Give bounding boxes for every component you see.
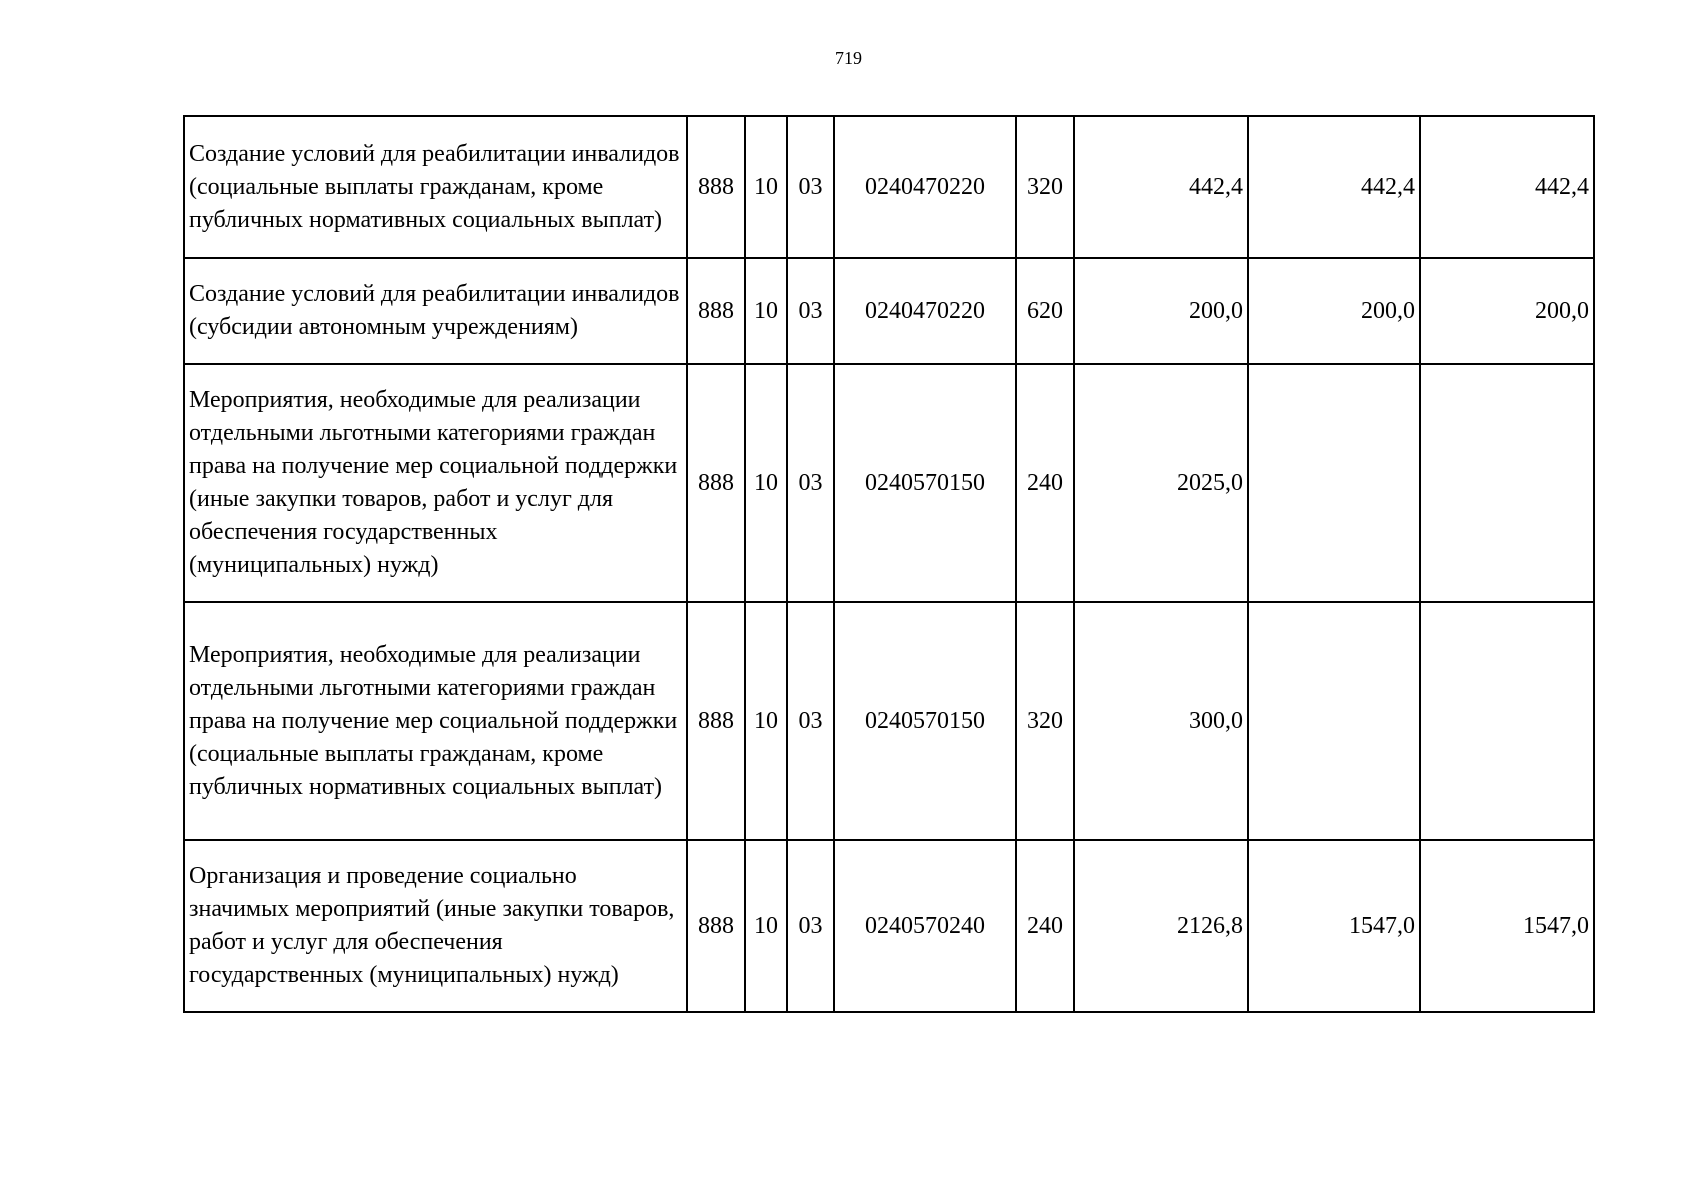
target-article-code: 0240570150 (834, 364, 1016, 602)
section-code: 10 (745, 602, 787, 840)
subsection-code: 03 (787, 364, 834, 602)
grbs-code: 888 (687, 602, 745, 840)
amount-year-1: 300,0 (1074, 602, 1248, 840)
amount-year-1: 442,4 (1074, 116, 1248, 258)
amount-year-1: 2126,8 (1074, 840, 1248, 1012)
table-row (184, 840, 1594, 1012)
target-article-code: 0240470220 (834, 116, 1016, 258)
expense-type-code: 240 (1016, 840, 1074, 1012)
expense-type-code: 320 (1016, 602, 1074, 840)
section-code: 10 (745, 840, 787, 1012)
section-code: 10 (745, 258, 787, 364)
row-description: Мероприятия, необходимые для реализации отдельными льготными категориями граждан права на получение мер социальной поддержки (иные закупки товаров, работ и услуг для обеспечения государственных (муниципальных) нужд) (184, 364, 687, 602)
budget-table (183, 115, 1595, 1013)
amount-year-3: 200,0 (1420, 258, 1594, 364)
grbs-code: 888 (687, 258, 745, 364)
table-row (184, 116, 1594, 258)
amount-year-3 (1420, 602, 1594, 840)
amount-year-2: 442,4 (1248, 116, 1420, 258)
table-row (184, 258, 1594, 364)
row-description: Организация и проведение социально значимых мероприятий (иные закупки товаров, работ и услуг для обеспечения государственных (муниципальных) нужд) (184, 840, 687, 1012)
section-code: 10 (745, 116, 787, 258)
subsection-code: 03 (787, 840, 834, 1012)
target-article-code: 0240470220 (834, 258, 1016, 364)
grbs-code: 888 (687, 840, 745, 1012)
amount-year-1: 200,0 (1074, 258, 1248, 364)
table-row (184, 602, 1594, 840)
amount-year-2: 1547,0 (1248, 840, 1420, 1012)
amount-year-2 (1248, 602, 1420, 840)
row-description: Создание условий для реабилитации инвалидов (социальные выплаты гражданам, кроме публичных нормативных социальных выплат) (184, 116, 687, 258)
expense-type-code: 240 (1016, 364, 1074, 602)
target-article-code: 0240570150 (834, 602, 1016, 840)
target-article-code: 0240570240 (834, 840, 1016, 1012)
expense-type-code: 620 (1016, 258, 1074, 364)
grbs-code: 888 (687, 364, 745, 602)
amount-year-3 (1420, 364, 1594, 602)
page-number: 719 (835, 48, 862, 68)
amount-year-1: 2025,0 (1074, 364, 1248, 602)
amount-year-2: 200,0 (1248, 258, 1420, 364)
subsection-code: 03 (787, 602, 834, 840)
subsection-code: 03 (787, 258, 834, 364)
amount-year-3: 442,4 (1420, 116, 1594, 258)
grbs-code: 888 (687, 116, 745, 258)
amount-year-3: 1547,0 (1420, 840, 1594, 1012)
expense-type-code: 320 (1016, 116, 1074, 258)
amount-year-2 (1248, 364, 1420, 602)
row-description: Создание условий для реабилитации инвалидов (субсидии автономным учреждениям) (184, 258, 687, 364)
row-description: Мероприятия, необходимые для реализации отдельными льготными категориями граждан права на получение мер социальной поддержки (социальные выплаты гражданам, кроме публичных нормативных социальных выплат) (184, 602, 687, 840)
subsection-code: 03 (787, 116, 834, 258)
table-row (184, 364, 1594, 602)
section-code: 10 (745, 364, 787, 602)
